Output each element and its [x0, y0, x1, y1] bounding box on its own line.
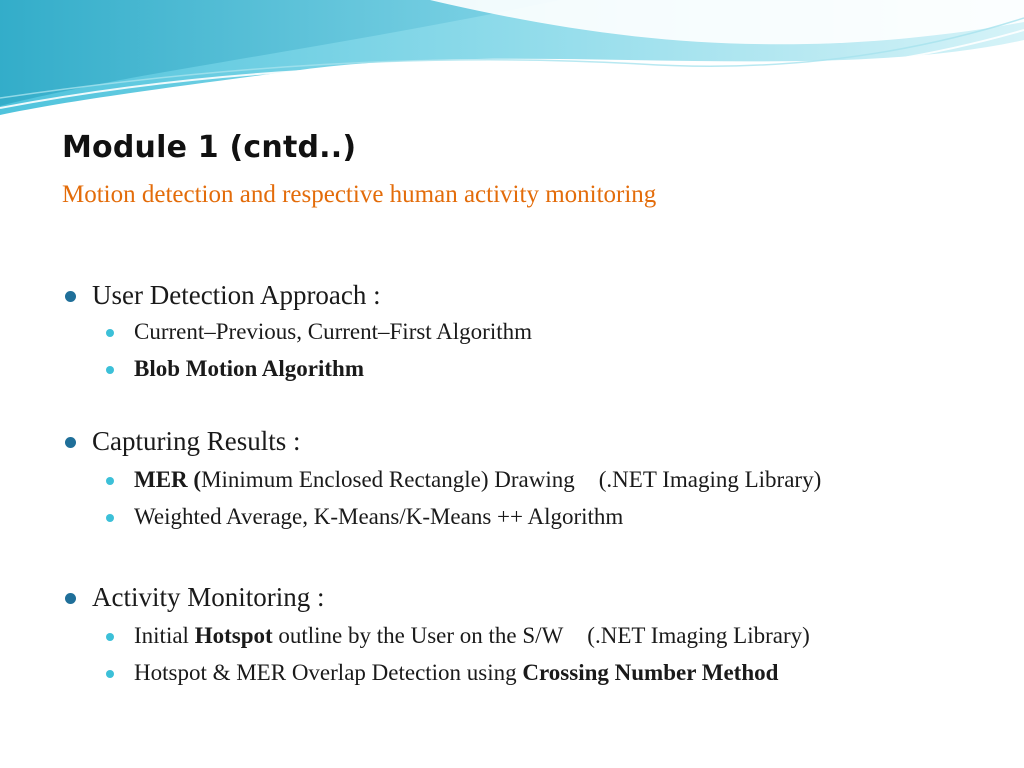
list-item	[134, 623, 810, 649]
bullet-dot-icon	[65, 291, 76, 302]
bullet-dot-icon	[106, 514, 114, 522]
section-heading: Capturing Results :	[92, 426, 301, 456]
list-item-text: Weighted Average, K-Means/K-Means ++ Algorithm	[134, 504, 624, 529]
list-item-pre-text: Hotspot & MER Overlap Detection using	[134, 660, 523, 685]
list-item-bold-text: Hotspot	[194, 623, 273, 648]
list-item-text: Current–Previous, Current–First Algorithm	[134, 319, 533, 344]
list-item	[134, 356, 364, 382]
list-item	[134, 660, 778, 686]
bullet-dot-icon	[106, 366, 114, 374]
list-item-text: outline by the User on the S/W	[272, 623, 564, 648]
list-item-bold-text: Crossing Number Method	[522, 660, 779, 685]
bullet-dot-icon	[65, 593, 76, 604]
bullet-dot-icon	[65, 437, 76, 448]
bullet-dot-icon	[106, 670, 114, 678]
list-item-bold-text: MER (	[134, 467, 202, 492]
slide-subtitle: Motion detection and respective human activity monitoring	[62, 181, 657, 208]
section-heading: User Detection Approach :	[92, 280, 381, 310]
list-item-note: (.NET Imaging Library)	[587, 623, 810, 648]
slide-title: Module 1 (cntd..)	[62, 130, 357, 165]
list-item	[134, 467, 821, 493]
list-item	[134, 504, 623, 530]
list-item-bold-text: Blob Motion Algorithm	[134, 356, 365, 381]
list-item-text: Minimum Enclosed Rectangle) Drawing	[201, 467, 575, 492]
list-item-note: (.NET Imaging Library)	[598, 467, 822, 492]
bullet-dot-icon	[106, 477, 114, 485]
section-heading: Activity Monitoring :	[92, 582, 325, 612]
list-item	[134, 319, 532, 345]
bullet-dot-icon	[106, 329, 114, 337]
list-item-pre-text: Initial	[134, 623, 195, 648]
bullet-dot-icon	[106, 633, 114, 641]
